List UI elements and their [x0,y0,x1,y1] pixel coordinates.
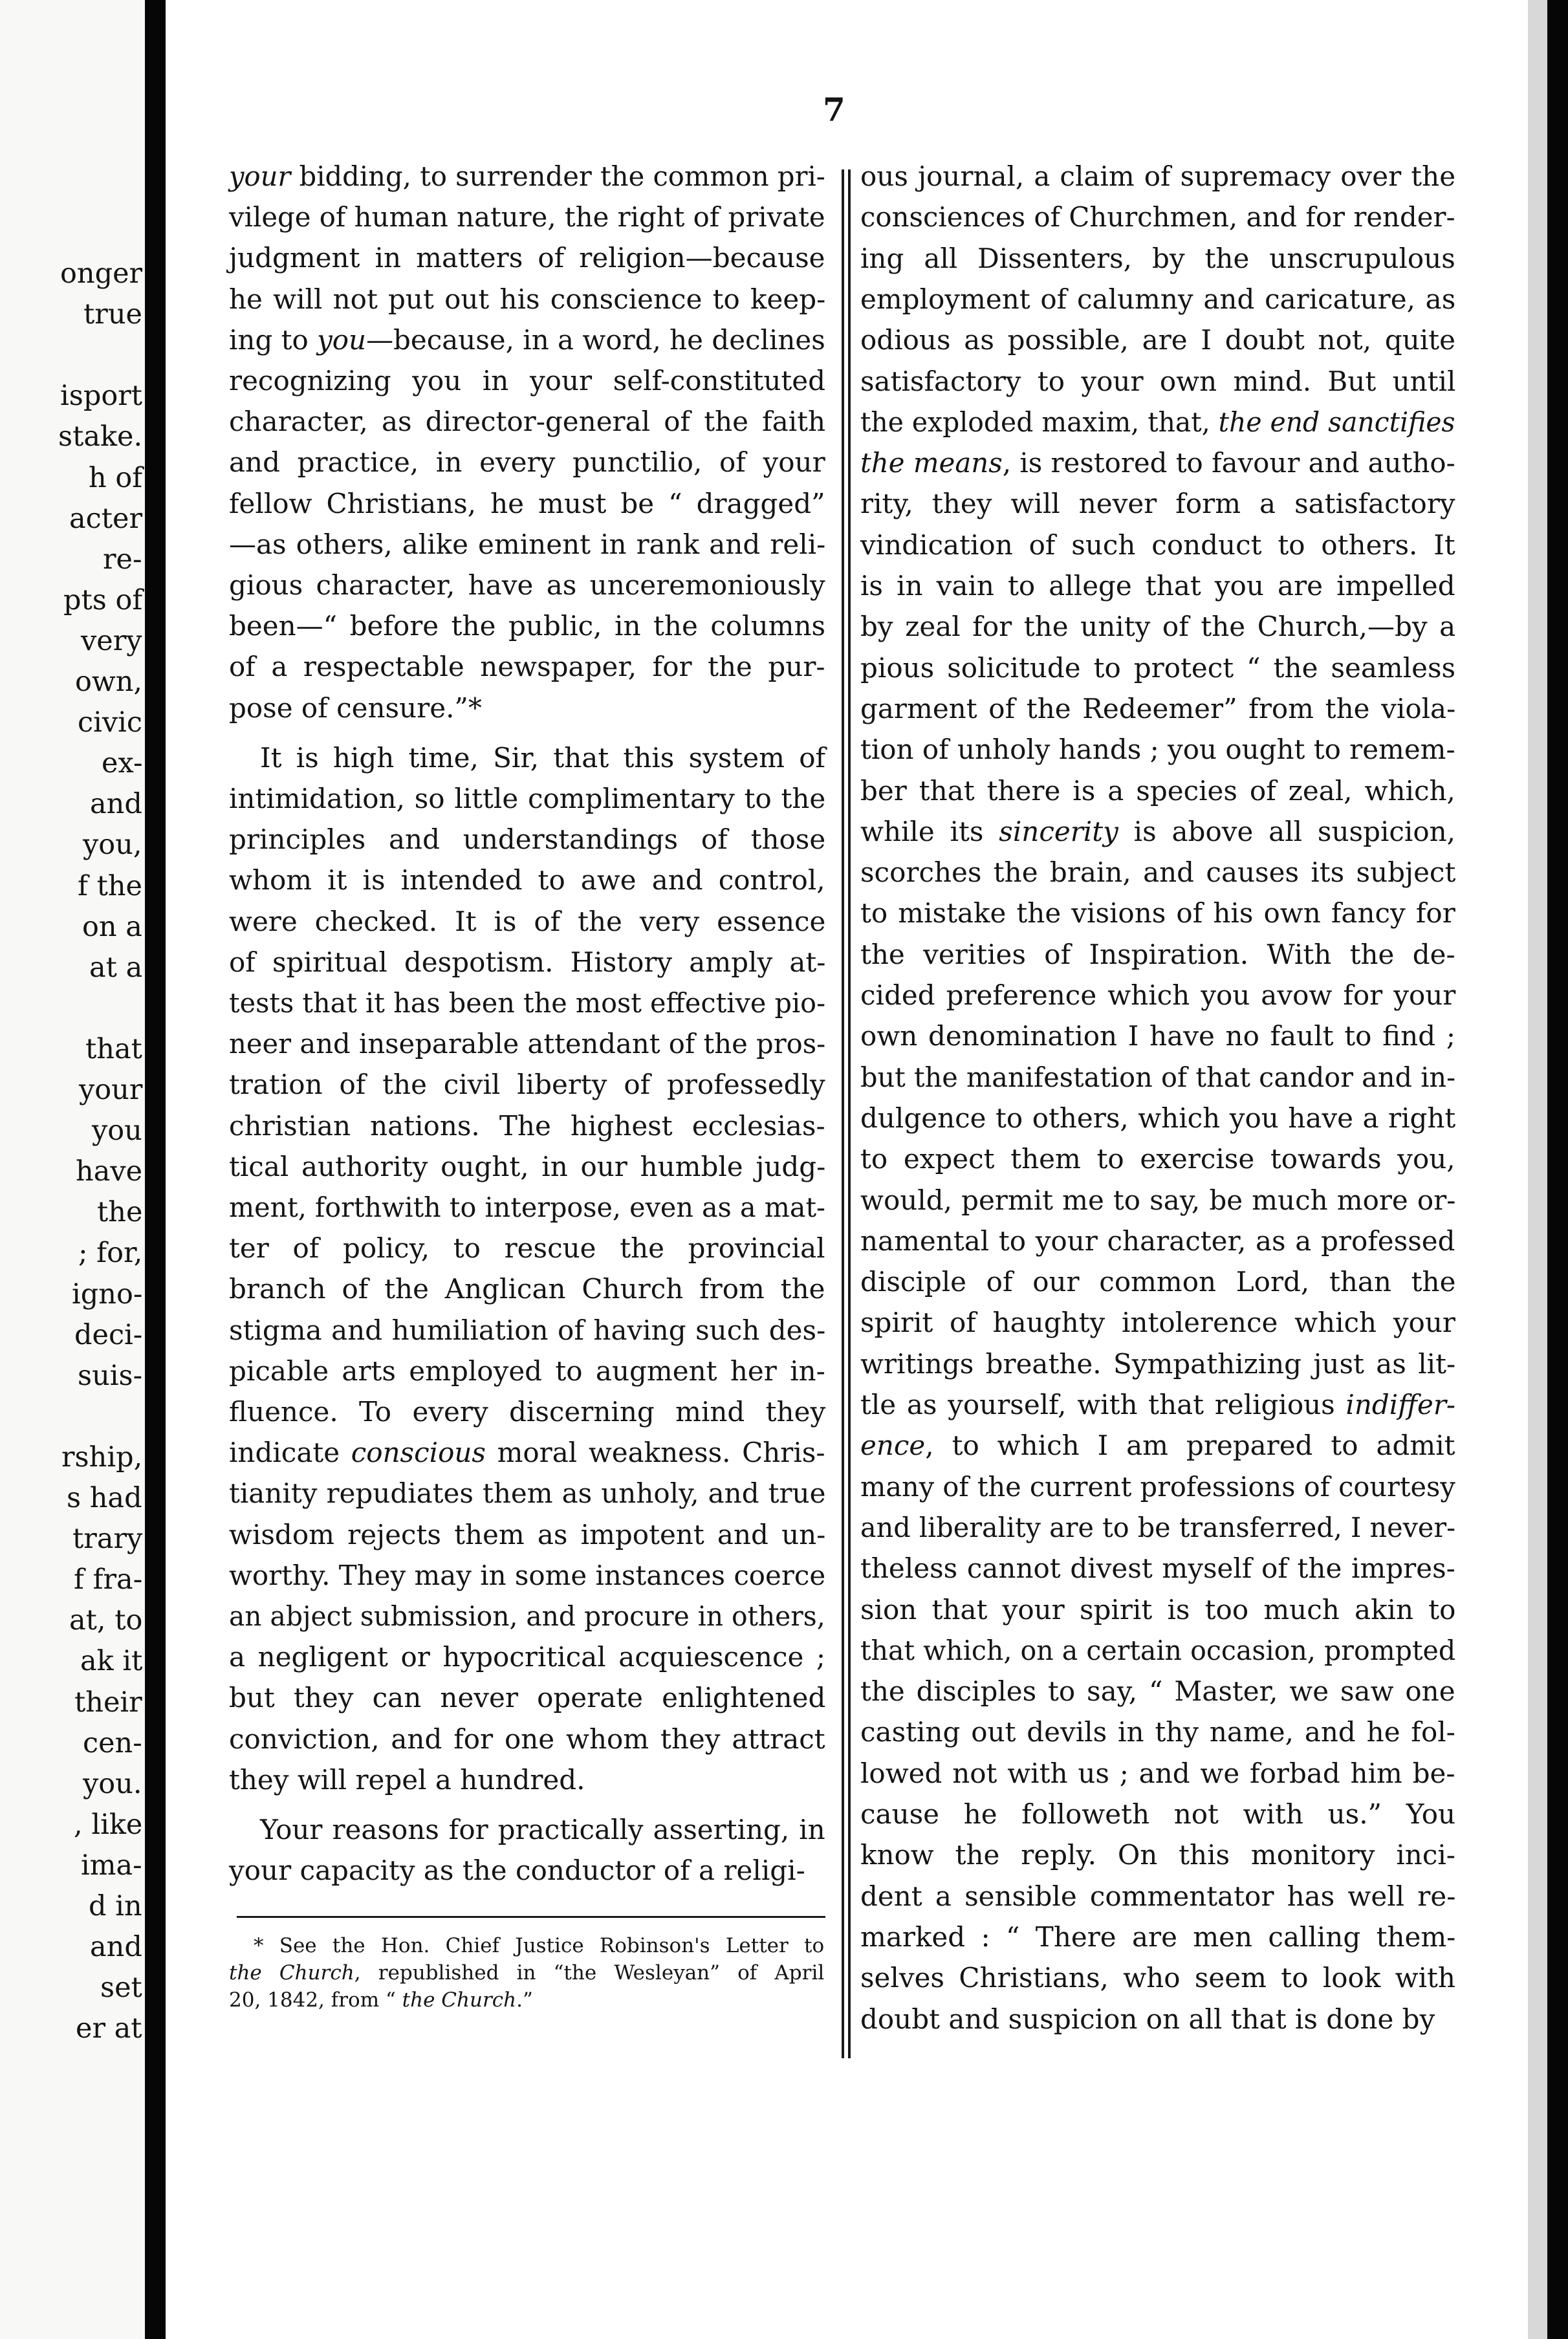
text-span: indiffer- [1345,1389,1456,1420]
text-span: satisfactory to your own mind. But until [860,365,1456,397]
adjacent-page-line: d in [89,1890,142,1922]
text-span: the Church [402,1988,517,2012]
text-span: and liberality are to be transferred, I never- [860,1511,1456,1543]
text-span: tle as yourself, with that religious [860,1389,1346,1420]
text-span: tests that it has been the most effective pio- [229,987,826,1019]
text-span: cided preference which you avow for your [860,979,1456,1011]
text-span: your capacity as the conductor of a religi- [229,1855,805,1887]
text-span: pose of censure.”* [229,691,482,724]
text-span: your [229,160,291,192]
text-span: but the manifestation of that candor and in- [860,1061,1456,1093]
text-span: spirit of haughty intolerence which your [860,1307,1455,1339]
footnote-line [254,1934,824,1957]
right-column-line [860,447,1455,479]
text-span: disciple of our common Lord, than the [860,1266,1456,1298]
text-span: ter of policy, to rescue the provincial [229,1232,825,1265]
adjacent-page-line: their [74,1686,142,1719]
right-column-line [860,1471,1455,1503]
adjacent-page-line: rship, [61,1441,143,1474]
adjacent-page-line: ak it [80,1645,143,1678]
right-column-line [860,2003,1435,2035]
text-span: character, as director-general of the faith [229,406,826,438]
right-column [860,0,1568,2339]
text-span: ing to [229,323,318,356]
right-column-line [860,1512,1455,1543]
adjacent-page-line: that [85,1032,142,1065]
text-span: , republished in “the Wesleyan” of April [354,1961,825,1985]
text-span: many of the current professions of courtesy [860,1470,1455,1503]
adjacent-page-line: f the [78,869,143,902]
text-span: stigma and humiliation of having such des- [229,1314,826,1346]
right-column-line [860,693,1455,724]
text-span: and practice, in every punctilio, of your [229,446,825,479]
text-span: tration of the civil liberty of professedly [229,1069,825,1101]
right-column-line [860,1389,1455,1420]
text-span: christian nations. The highest ecclesias- [229,1109,825,1142]
text-span: know the reply. On this monitory inci- [860,1839,1455,1871]
right-column-line [860,1921,1455,1953]
right-column-line [860,1184,1455,1216]
adjacent-page-line: , like [74,1808,143,1841]
text-span: that which, on a certain occasion, prompted [860,1634,1456,1666]
text-span: conscious [351,1437,486,1469]
text-span: but they can never operate enlightened [229,1682,826,1714]
right-column-line [860,1225,1455,1257]
right-column-line [860,652,1455,684]
text-span: doubt and suspicion on all that is done by [860,2003,1435,2035]
text-span: ing all Dissenters, by the unscrupulous [860,242,1455,274]
adjacent-page-line: ; for, [78,1237,143,1270]
column-rule-left [842,169,844,2058]
right-column-line [860,1839,1455,1871]
adjacent-page-line: re- [103,543,142,576]
text-span: fellow Christians, he must be “ dragged” [229,487,825,519]
text-span: he will not put out his conscience to keep- [229,283,826,315]
adjacent-page-line: onger [60,257,143,290]
text-span: judgment in matters of religion—because [229,242,825,274]
text-span: own denomination I have no fault to find ; [860,1020,1455,1052]
text-span: recognizing you in your self-constituted [229,365,826,397]
text-span: of spiritual despotism. History amply at- [229,946,826,978]
right-column-line [860,1798,1455,1830]
right-column-line [860,1020,1455,1052]
text-span: consciences of Churchmen, and for render- [860,201,1455,234]
adjacent-page-line: ex- [102,747,143,780]
text-span: vindication of such conduct to others. It [860,528,1455,561]
column-rule-right [848,169,851,2058]
book-page [166,0,1528,2339]
right-column-line [860,1307,1455,1338]
right-column-line [860,160,1455,192]
right-column-line [860,1880,1455,1912]
text-span: whom it is intended to awe and control, [229,864,825,897]
text-span: the disciples to say, “ Master, we saw one [860,1675,1455,1708]
text-span: wisdom rejects them as impotent and un- [229,1518,826,1550]
right-column-line [860,1061,1455,1093]
adjacent-page-line: true [83,298,142,331]
text-span: a negligent or hypocritical acquiescence ; [229,1641,826,1673]
text-span: would, permit me to say, be much more or- [860,1184,1456,1216]
page-number: 7 [823,91,845,129]
text-span: gious character, have as unceremoniously [229,569,825,601]
adjacent-page-line: pts of [63,583,143,616]
text-span: conviction, and for one whom they attract [229,1723,825,1755]
right-column-line [860,1266,1455,1298]
text-span: to mistake the visions of his own fancy for [860,897,1455,930]
right-column-line [860,406,1455,438]
right-column-line [860,856,1455,888]
text-span: lowed not with us ; and we forbad him be- [860,1757,1455,1789]
right-column-line [860,816,1455,847]
adjacent-page-line: and [90,1931,142,1964]
adjacent-page-line: h of [89,461,143,494]
adjacent-page-line: own, [75,666,143,698]
right-column-line [860,243,1455,274]
text-span: bidding, to surrender the common pri- [290,160,825,192]
text-span: of a respectable newspaper, for the pur- [229,651,825,683]
adjacent-page-line: acter [69,502,143,535]
right-column-line [860,201,1455,233]
right-column-line [860,611,1455,642]
adjacent-page-line: cen- [83,1726,142,1759]
text-span: the Church [229,1961,354,1985]
text-span: tical authority ought, in our humble judg- [229,1150,826,1182]
right-column-line [860,365,1455,397]
right-column-line [860,1348,1455,1380]
text-span: theless cannot divest myself of the impres- [860,1552,1455,1585]
right-column-line [860,283,1455,315]
right-column-line [860,1552,1455,1584]
right-column-line [860,1430,1455,1461]
right-column-line [860,1594,1455,1626]
text-span: the verities of Inspiration. With the de- [860,938,1455,970]
right-column-line [860,1102,1455,1134]
text-span: Your reasons for practically asserting, in [260,1814,825,1845]
text-span: to expect them to exercise towards you, [860,1143,1455,1175]
adjacent-page-line: the [97,1196,143,1229]
adjacent-page-line: at a [89,951,143,984]
text-span: principles and understandings of those [229,823,826,856]
text-span: * See the Hon. Chief Justice Robinson's Letter to [254,1934,825,1957]
right-column-line [860,1143,1455,1175]
adjacent-page-line: at, to [69,1604,143,1637]
adjacent-page-line: on a [82,910,142,943]
text-span: pious solicitude to protect “ the seamless [860,651,1456,684]
adjacent-page-line: civic [78,706,142,739]
right-column-line [860,488,1455,519]
text-span: , to which I am prepared to admit [925,1430,1455,1462]
footnote-line [229,1988,533,2012]
text-span: been—“ before the public, in the columns [229,610,826,642]
adjacent-page-line: and [90,788,142,821]
text-span: 20, 1842, from “ [229,1988,402,2012]
adjacent-page-line: very [81,624,142,657]
adjacent-page-line: suis- [78,1359,143,1392]
right-column-line [860,1962,1455,1994]
right-column-line [860,570,1455,602]
text-span: —because, in a word, he declines [366,323,825,356]
text-span: sion that your spirit is too much akin to [860,1593,1456,1626]
adjacent-page-line: trary [72,1523,143,1556]
text-span: is above all suspicion, [1118,815,1456,847]
text-span: dent a sensible commentator has well re- [860,1880,1456,1912]
right-column-line [860,979,1455,1011]
text-span: worthy. They may in some instances coerce [229,1559,826,1591]
text-span: fluence. To every discerning mind they [229,1396,826,1428]
text-span: branch of the Anglican Church from the [229,1273,825,1305]
text-span: It is high time, Sir, that this system of [260,741,826,774]
text-span: marked : “ There are men calling them- [860,1920,1456,1953]
text-span: moral weakness. Chris- [485,1437,825,1469]
adjacent-page-line: deci- [74,1318,143,1351]
text-span: dulgence to others, which you have a right [860,1102,1456,1134]
text-span: were checked. It is of the very essence [229,905,826,937]
text-span: the means [860,447,1003,479]
text-span: neer and inseparable attendant of the pros- [229,1028,826,1060]
text-span: is in vain to allege that you are impelled [860,570,1455,602]
text-span: selves Christians, who seem to look with [860,1962,1455,1994]
text-span: ence [860,1430,926,1462]
text-span: namental to your character, as a professed [860,1224,1455,1257]
text-span: casting out devils in thy name, and he fol- [860,1716,1455,1748]
text-span: ment, forthwith to interpose, even as a mat- [229,1191,826,1223]
adjacent-page-line: you. [83,1767,142,1800]
text-span: tianity repudiates them as unholy, and true [229,1477,826,1510]
right-column-line [860,1675,1455,1707]
text-span: scorches the brain, and causes its subject [860,856,1456,889]
right-column-line [860,1716,1455,1748]
right-column-line [860,529,1455,561]
adjacent-page-line: you, [83,829,142,862]
text-span: picable arts employed to augment her in- [229,1354,825,1387]
text-span: the exploded maxim, that, [860,406,1219,438]
text-span: employment of calumny and caricature, as [860,283,1456,315]
text-span: —as others, alike eminent in rank and reli- [229,528,826,560]
text-span: by zeal for the unity of the Church,—by a [860,611,1456,643]
text-span: the end sanctifies [1218,406,1455,438]
adjacent-page-line: you [92,1115,142,1148]
text-span: , is restored to favour and autho- [1002,447,1455,479]
right-column-line [860,939,1455,970]
text-span: odious as possible, are I doubt not, quite [860,324,1455,356]
right-column-line [860,324,1455,356]
text-span: cause he followeth not with us.” You [860,1798,1456,1830]
text-span: tion of unholy hands ; you ought to remem- [860,734,1455,766]
text-span: indicate [229,1437,351,1469]
text-span: intimidation, so little complimentary to the [229,783,826,814]
right-column-line [860,1635,1455,1666]
text-span: you [317,323,367,356]
adjacent-page-fragment [0,0,145,2339]
text-span: sincerity [999,815,1118,847]
text-span: while its [860,815,999,847]
text-span: writings breathe. Sympathizing just as lit- [860,1347,1456,1380]
adjacent-page-line: stake. [58,420,143,453]
adjacent-page-line: your [79,1074,143,1106]
right-column-line [860,1757,1455,1789]
adjacent-page-line: f fra- [74,1563,143,1596]
text-span: garment of the Redeemer” from the viola- [860,692,1456,724]
adjacent-page-line: have [76,1155,143,1188]
adjacent-page-line: er at [76,2012,142,2045]
text-span: vilege of human nature, the right of private [229,201,825,234]
footnote-line [229,1961,824,1985]
adjacent-page-line: igno- [72,1278,143,1311]
text-span: .” [516,1988,533,2012]
text-span: an abject submission, and procure in others, [229,1600,825,1632]
gutter-shadow [145,0,166,2339]
text-span: ous journal, a claim of supremacy over the [860,160,1456,192]
adjacent-page-line: s had [67,1482,142,1514]
text-span: ber that there is a species of zeal, which, [860,774,1455,807]
adjacent-page-text [0,0,145,2339]
adjacent-page-line: ima- [81,1849,142,1882]
adjacent-page-line: set [100,1972,142,2005]
text-span: they will repel a hundred. [229,1763,585,1796]
text-span: rity, they will never form a satisfactory [860,488,1455,520]
right-column-line [860,897,1455,929]
right-column-line [860,775,1455,807]
adjacent-page-line: isport [60,380,143,413]
right-column-line [860,734,1455,765]
